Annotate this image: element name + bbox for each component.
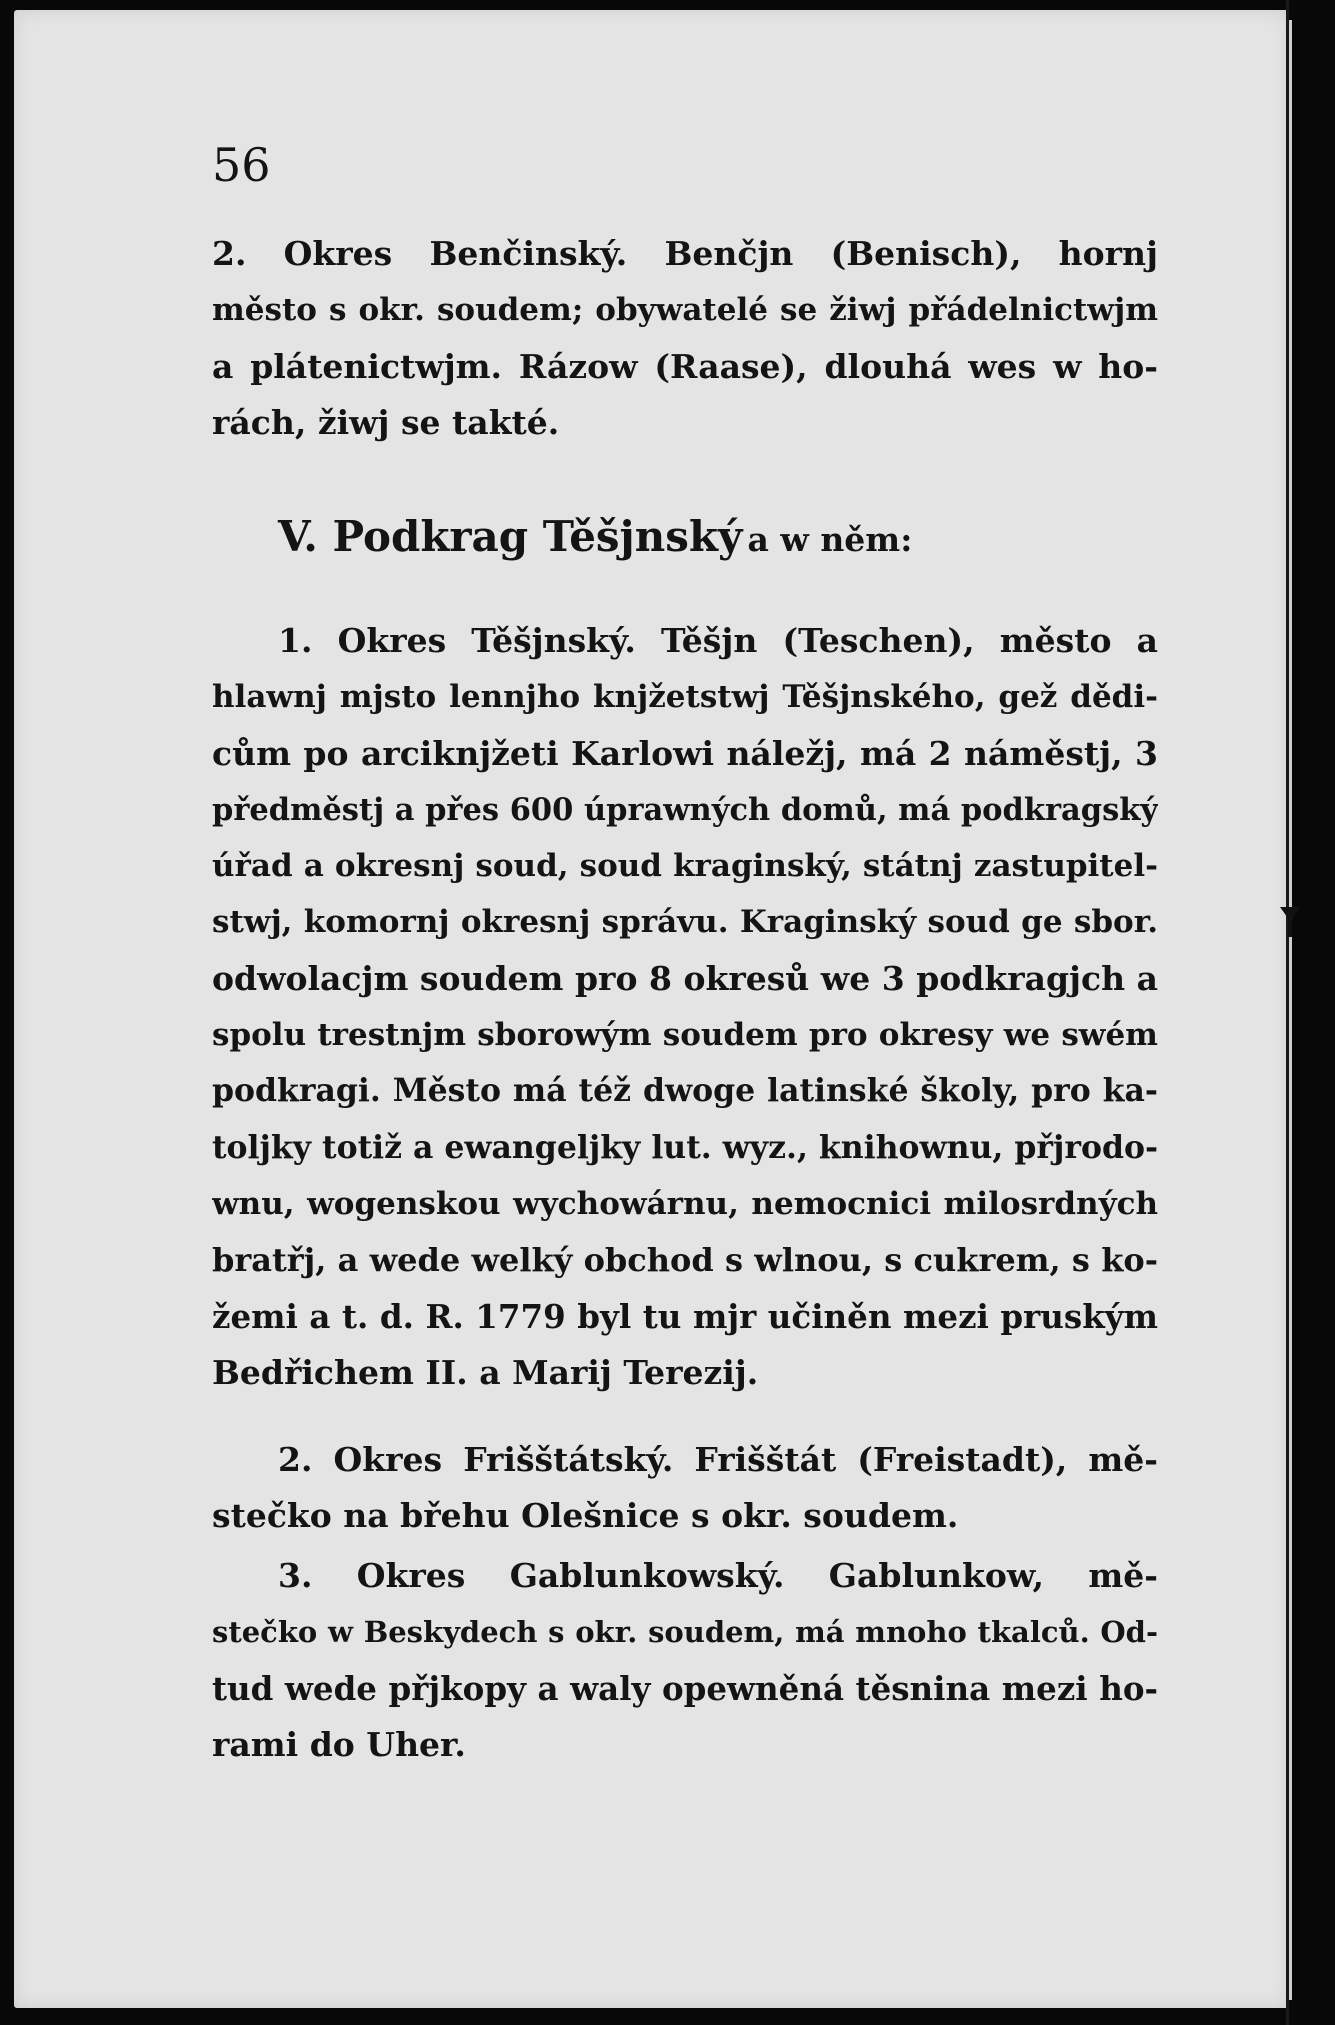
text-line: toljky totiž a ewangeljky lut. wyz., knihownu, přjrodo- (212, 1128, 1158, 1166)
text-line: předměstj a přes 600 úprawných domů, má podkragský (212, 791, 1158, 828)
page-number: 56 (212, 138, 271, 192)
text-line: stwj, komornj okresnj správu. Kraginský soud ge sbor. (212, 904, 1158, 941)
text-line: stečko na břehu Olešnice s okr. soudem. (212, 1496, 959, 1536)
text-line: hlawnj mjsto lennjho knjžetstwj Těšjnského, gež dědi- (212, 679, 1158, 716)
text-line: podkragi. Město má též dwoge latinské školy, pro ka- (212, 1072, 1158, 1110)
paragraph-okres-fristatsky (212, 1432, 1158, 1545)
text-line: rami do Uher. (212, 1724, 466, 1764)
text-line: rách, žiwj se takté. (212, 402, 560, 442)
text-line: cům po arciknjžeti Karlowi náležj, má 2 náměstj, 3 (212, 733, 1158, 773)
text-line: spolu trestnjm sborowým soudem pro okresy we swém (212, 1017, 1158, 1054)
section-heading-suffix: a w něm: (747, 520, 913, 559)
bookmark-icon (1278, 905, 1302, 939)
section-heading (278, 512, 912, 561)
text-line: wnu, wogenskou wychowárnu, nemocnici milosrdných (212, 1185, 1158, 1222)
text-line: úřad a okresnj soud, soud kraginský, státnj zastupitel- (212, 848, 1158, 885)
text-line: žemi a t. d. R. 1779 byl tu mjr učiněn mezi pruským (212, 1296, 1158, 1336)
page-edge-highlight (1289, 20, 1292, 2000)
text-line: a plátenictwjm. Rázow (Raase), dlouhá wes w ho- (212, 346, 1158, 386)
paragraph-okres-bencinsky (212, 226, 1158, 451)
text-line: bratřj, a wede welký obchod s wlnou, s cukrem, s ko- (212, 1241, 1158, 1280)
text-line: stečko w Beskydech s okr. soudem, má mnoho tkalců. Od- (212, 1615, 1158, 1650)
text-line: 3. Okres Gablunkowský. Gablunkow, mě- (278, 1556, 1158, 1595)
paragraph-okres-tesinsky (212, 613, 1158, 1401)
text-line: Bedřichem II. a Marij Terezij. (212, 1352, 759, 1392)
text-line: tud wede přjkopy a waly opewněná těsnina mezi ho- (212, 1668, 1158, 1708)
text-line: odwolacjm soudem pro 8 okresů we 3 podkragjch a (212, 958, 1158, 998)
paragraph-okres-gablunkowsky (212, 1548, 1158, 1773)
text-line: město s okr. soudem; obywatelé se žiwj přádelnictwjm (212, 292, 1158, 329)
text-line: 1. Okres Těšjnský. Těšjn (Teschen), město a (278, 621, 1158, 660)
section-heading-title: V. Podkrag Těšjnský (278, 512, 743, 561)
text-line: 2. Okres Benčinský. Benčjn (Benisch), hornj (212, 234, 1158, 273)
text-line: 2. Okres Frišštátský. Frišštát (Freistadt), mě- (278, 1440, 1158, 1479)
